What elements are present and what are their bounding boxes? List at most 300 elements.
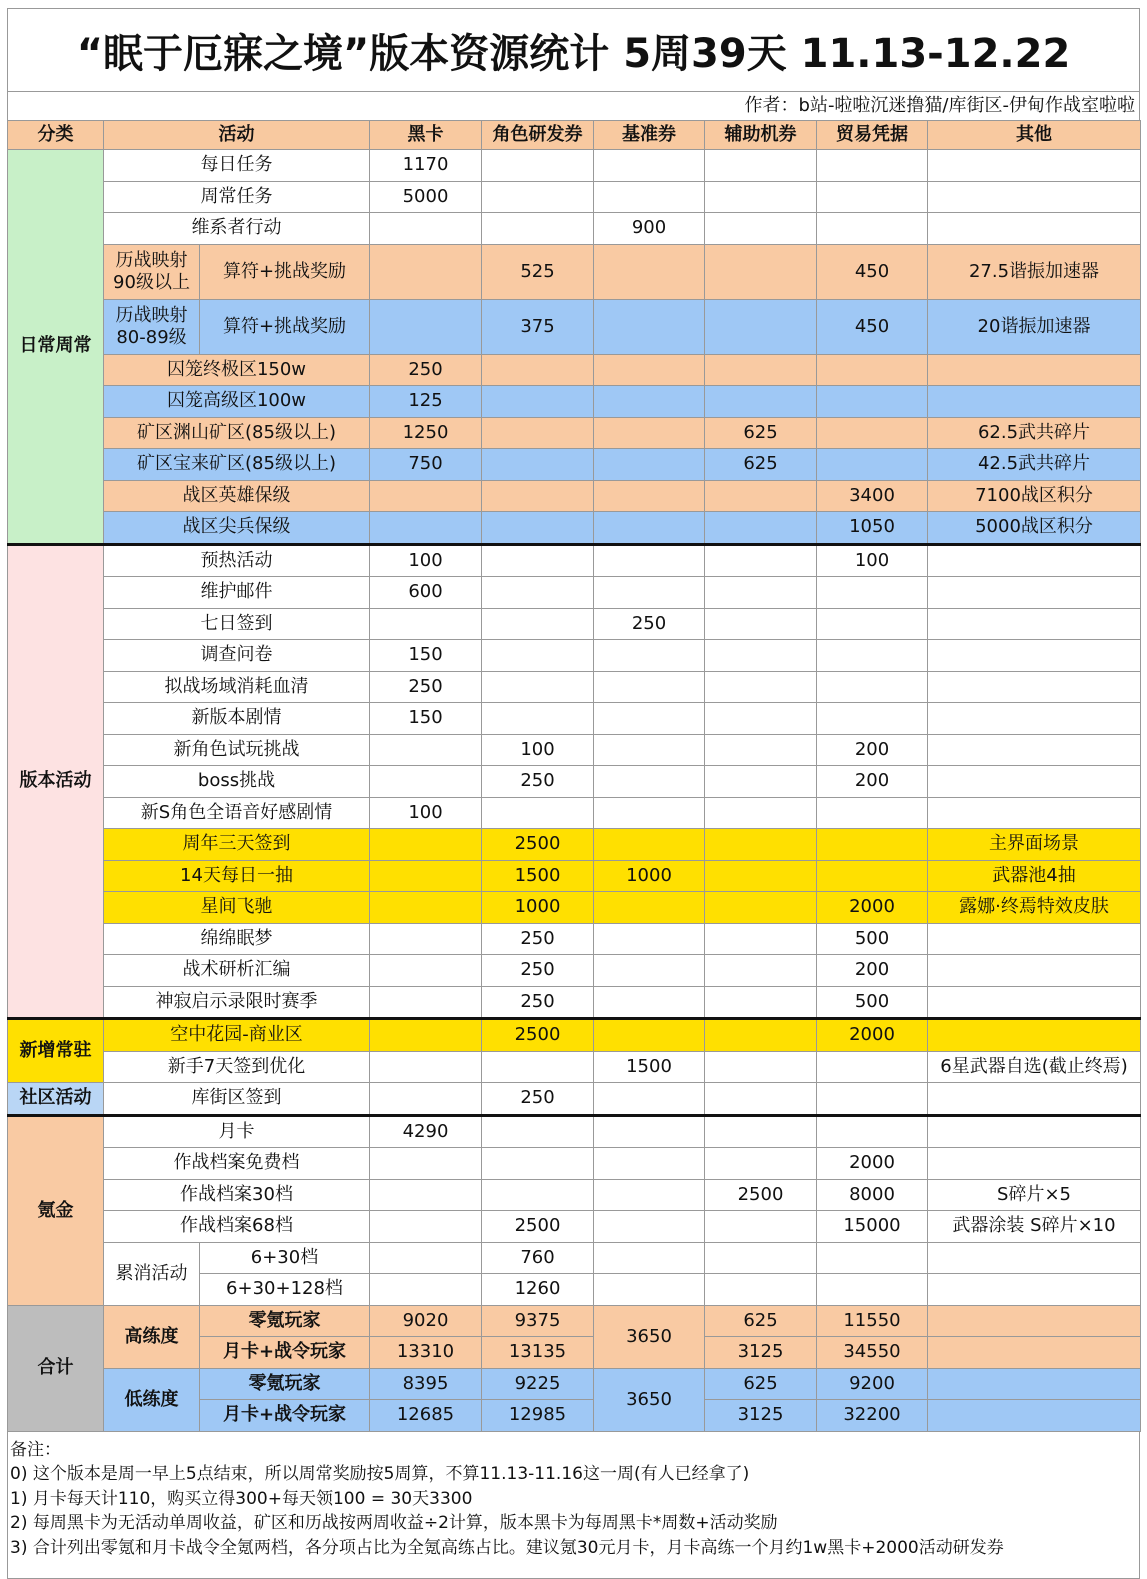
- table-row: [8, 1305, 1141, 1337]
- cell: 12685: [370, 1400, 482, 1432]
- empty-cell: [482, 386, 594, 418]
- empty-cell: [370, 860, 482, 892]
- empty-cell: [370, 1242, 482, 1274]
- empty-cell: [705, 354, 817, 386]
- empty-cell: [370, 608, 482, 640]
- total-high: 高练度: [104, 1305, 200, 1368]
- empty-cell: [594, 386, 705, 418]
- empty-cell: [482, 1179, 594, 1211]
- empty-cell: [705, 512, 817, 545]
- empty-cell: [928, 1115, 1141, 1148]
- total-f2p: 零氪玩家: [200, 1368, 370, 1400]
- empty-cell: [594, 1115, 705, 1148]
- activity-name: 每日任务: [104, 150, 370, 182]
- empty-cell: [705, 544, 817, 577]
- empty-cell: [482, 544, 594, 577]
- empty-cell: [594, 986, 705, 1019]
- cell: 42.5武共碎片: [928, 449, 1141, 481]
- empty-cell: [928, 150, 1141, 182]
- empty-cell: [928, 1242, 1141, 1274]
- empty-cell: [705, 608, 817, 640]
- cell: 7100战区积分: [928, 480, 1141, 512]
- table-row: [8, 923, 1141, 955]
- empty-cell: [928, 213, 1141, 245]
- cell: 250: [482, 1083, 594, 1116]
- total-card: 月卡+战令玩家: [200, 1337, 370, 1369]
- empty-cell: [928, 703, 1141, 735]
- resource-sheet: [7, 8, 1140, 1579]
- empty-cell: [594, 577, 705, 609]
- empty-cell: [482, 640, 594, 672]
- empty-cell: [705, 829, 817, 861]
- cell: 2500: [482, 1211, 594, 1243]
- table-row: [8, 480, 1141, 512]
- cell: 15000: [817, 1211, 928, 1243]
- empty-cell: [928, 1337, 1141, 1369]
- empty-cell: [817, 386, 928, 418]
- activity-name: 新角色试玩挑战: [104, 734, 370, 766]
- table-row: [8, 1148, 1141, 1180]
- cell: 375: [482, 299, 594, 354]
- cell: 主界面场景: [928, 829, 1141, 861]
- empty-cell: [817, 1051, 928, 1083]
- empty-cell: [482, 608, 594, 640]
- empty-cell: [370, 213, 482, 245]
- cell: 32200: [817, 1400, 928, 1432]
- total-low: 低练度: [104, 1368, 200, 1431]
- empty-cell: [370, 734, 482, 766]
- cell: 3400: [817, 480, 928, 512]
- activity-name: 周常任务: [104, 181, 370, 213]
- empty-cell: [594, 892, 705, 924]
- activity-name: 周年三天签到: [104, 829, 370, 861]
- cell: S碎片×5: [928, 1179, 1141, 1211]
- activity-subname: 算符+挑战奖励: [200, 299, 370, 354]
- cell: 500: [817, 923, 928, 955]
- empty-cell: [370, 1083, 482, 1116]
- cell: 525: [482, 244, 594, 299]
- empty-cell: [594, 181, 705, 213]
- activity-name: 作战档案免费档: [104, 1148, 370, 1180]
- activity-name: 作战档案30档: [104, 1179, 370, 1211]
- cell: 13310: [370, 1337, 482, 1369]
- cell: 1170: [370, 150, 482, 182]
- empty-cell: [928, 955, 1141, 987]
- empty-cell: [370, 766, 482, 798]
- empty-cell: [594, 671, 705, 703]
- empty-cell: [928, 1083, 1141, 1116]
- cell: 625: [705, 417, 817, 449]
- cell: 1050: [817, 512, 928, 545]
- empty-cell: [370, 892, 482, 924]
- empty-cell: [705, 150, 817, 182]
- cell: 27.5谐振加速器: [928, 244, 1141, 299]
- cell: 3650: [594, 1305, 705, 1368]
- empty-cell: [370, 1211, 482, 1243]
- empty-cell: [482, 354, 594, 386]
- activity-name: 调查问卷: [104, 640, 370, 672]
- empty-cell: [370, 1179, 482, 1211]
- cell: 100: [370, 544, 482, 577]
- cell: 9225: [482, 1368, 594, 1400]
- empty-cell: [705, 1242, 817, 1274]
- header-row: [8, 121, 1141, 150]
- empty-cell: [370, 1148, 482, 1180]
- empty-cell: [928, 671, 1141, 703]
- table-row: [8, 829, 1141, 861]
- note-line: 2) 每周黑卡为无活动单周收益，矿区和历战按两周收益÷2计算，版本黑卡为每周黑卡*周数+活动奖励: [10, 1513, 778, 1533]
- cell: 200: [817, 766, 928, 798]
- empty-cell: [705, 1051, 817, 1083]
- empty-cell: [594, 1242, 705, 1274]
- activity-subname: 算符+挑战奖励: [200, 244, 370, 299]
- empty-cell: [594, 829, 705, 861]
- activity-name: boss挑战: [104, 766, 370, 798]
- empty-cell: [594, 480, 705, 512]
- empty-cell: [928, 640, 1141, 672]
- empty-cell: [705, 213, 817, 245]
- empty-cell: [928, 354, 1141, 386]
- empty-cell: [928, 608, 1141, 640]
- empty-cell: [482, 703, 594, 735]
- cell: 750: [370, 449, 482, 481]
- cell: 3650: [594, 1368, 705, 1431]
- empty-cell: [705, 386, 817, 418]
- empty-cell: [370, 923, 482, 955]
- header-category: 分类: [8, 121, 104, 150]
- cell: 1000: [594, 860, 705, 892]
- cell: 250: [482, 766, 594, 798]
- empty-cell: [928, 577, 1141, 609]
- cell: 3125: [705, 1337, 817, 1369]
- table-row: [8, 1211, 1141, 1243]
- empty-cell: [482, 417, 594, 449]
- cell: 露娜·终焉特效皮肤: [928, 892, 1141, 924]
- empty-cell: [594, 1179, 705, 1211]
- empty-cell: [594, 354, 705, 386]
- cell: 200: [817, 734, 928, 766]
- empty-cell: [705, 986, 817, 1019]
- empty-cell: [817, 1242, 928, 1274]
- activity-name: 新版本剧情: [104, 703, 370, 735]
- cell: 100: [370, 797, 482, 829]
- cell: 2500: [482, 829, 594, 861]
- activity-subname: 6+30+128档: [200, 1274, 370, 1306]
- cell: 6星武器自选(截止终焉): [928, 1051, 1141, 1083]
- empty-cell: [482, 1148, 594, 1180]
- cell: 250: [482, 986, 594, 1019]
- table-row: [8, 1115, 1141, 1148]
- empty-cell: [928, 797, 1141, 829]
- table-row: [8, 892, 1141, 924]
- empty-cell: [817, 577, 928, 609]
- empty-cell: [928, 181, 1141, 213]
- header-other: 其他: [928, 121, 1141, 150]
- table-row: [8, 860, 1141, 892]
- activity-name: 拟战场域消耗血清: [104, 671, 370, 703]
- empty-cell: [594, 244, 705, 299]
- cell: 1500: [594, 1051, 705, 1083]
- empty-cell: [482, 480, 594, 512]
- cell: 500: [817, 986, 928, 1019]
- empty-cell: [594, 703, 705, 735]
- cell: 100: [482, 734, 594, 766]
- empty-cell: [817, 417, 928, 449]
- empty-cell: [594, 299, 705, 354]
- activity-name: 累消活动: [104, 1242, 200, 1305]
- cell: 250: [482, 955, 594, 987]
- activity-name: 新S角色全语音好感剧情: [104, 797, 370, 829]
- author-line: 作者：b站-啦啦沉迷撸猫/库街区-伊甸作战室啦啦: [7, 91, 1140, 120]
- cell: 12985: [482, 1400, 594, 1432]
- cell: 11550: [817, 1305, 928, 1337]
- empty-cell: [705, 640, 817, 672]
- table-row: [8, 577, 1141, 609]
- cell: 34550: [817, 1337, 928, 1369]
- activity-name: 战术研析汇编: [104, 955, 370, 987]
- empty-cell: [928, 923, 1141, 955]
- empty-cell: [370, 986, 482, 1019]
- empty-cell: [705, 1211, 817, 1243]
- empty-cell: [482, 512, 594, 545]
- empty-cell: [594, 417, 705, 449]
- cell: 武器涂装 S碎片×10: [928, 1211, 1141, 1243]
- empty-cell: [928, 544, 1141, 577]
- cell: 450: [817, 244, 928, 299]
- sheet-title: “眠于厄寐之境”版本资源统计 5周39天 11.13-12.22: [7, 8, 1140, 91]
- table-row: [8, 299, 1141, 354]
- empty-cell: [705, 860, 817, 892]
- table-row: [8, 449, 1141, 481]
- activity-name: 绵绵眠梦: [104, 923, 370, 955]
- empty-cell: [705, 577, 817, 609]
- note-line: 备注：: [10, 1439, 61, 1460]
- empty-cell: [705, 1274, 817, 1306]
- activity-name: 预热活动: [104, 544, 370, 577]
- header-activity: 活动: [104, 121, 370, 150]
- empty-cell: [370, 512, 482, 545]
- activity-name: 囚笼高级区100w: [104, 386, 370, 418]
- activity-name: 战区尖兵保级: [104, 512, 370, 545]
- empty-cell: [928, 1305, 1141, 1337]
- total-card: 月卡+战令玩家: [200, 1400, 370, 1432]
- cell: 2500: [705, 1179, 817, 1211]
- empty-cell: [370, 1051, 482, 1083]
- empty-cell: [817, 671, 928, 703]
- empty-cell: [370, 480, 482, 512]
- category-paid: 氪金: [8, 1115, 104, 1305]
- empty-cell: [594, 449, 705, 481]
- empty-cell: [594, 512, 705, 545]
- activity-name: 新手7天签到优化: [104, 1051, 370, 1083]
- note-line: 3) 合计列出零氪和月卡战令全氪两档，各分项占比为全氪高练占比。建议氪30元月卡，月卡高练一个月约1w黑卡+2000活动研发券: [10, 1537, 1004, 1558]
- cell: 600: [370, 577, 482, 609]
- empty-cell: [928, 734, 1141, 766]
- empty-cell: [370, 244, 482, 299]
- empty-cell: [705, 703, 817, 735]
- empty-cell: [817, 703, 928, 735]
- empty-cell: [594, 544, 705, 577]
- cell: 2000: [817, 892, 928, 924]
- notes: [7, 1432, 1140, 1579]
- cell: 5000: [370, 181, 482, 213]
- cell: 1260: [482, 1274, 594, 1306]
- empty-cell: [928, 386, 1141, 418]
- cell: 5000战区积分: [928, 512, 1141, 545]
- cell: 1500: [482, 860, 594, 892]
- table-row: [8, 213, 1141, 245]
- cell: 150: [370, 703, 482, 735]
- activity-name: 维系者行动: [104, 213, 370, 245]
- category-daily: 日常周常: [8, 150, 104, 545]
- empty-cell: [370, 955, 482, 987]
- category-community: 社区活动: [8, 1083, 104, 1116]
- table-row: [8, 671, 1141, 703]
- empty-cell: [370, 1019, 482, 1052]
- activity-name: 星间飞驰: [104, 892, 370, 924]
- empty-cell: [594, 1019, 705, 1052]
- table-row: [8, 608, 1141, 640]
- empty-cell: [705, 480, 817, 512]
- empty-cell: [817, 449, 928, 481]
- cell: 450: [817, 299, 928, 354]
- cell: 9375: [482, 1305, 594, 1337]
- cell: 9200: [817, 1368, 928, 1400]
- table-row: [8, 766, 1141, 798]
- header-char-ticket: 角色研发券: [482, 121, 594, 150]
- activity-name: 月卡: [104, 1115, 370, 1148]
- table-row: [8, 544, 1141, 577]
- empty-cell: [817, 640, 928, 672]
- empty-cell: [705, 955, 817, 987]
- empty-cell: [817, 1274, 928, 1306]
- empty-cell: [594, 766, 705, 798]
- table-row: [8, 354, 1141, 386]
- cell: 2000: [817, 1148, 928, 1180]
- empty-cell: [705, 299, 817, 354]
- activity-subname: 6+30档: [200, 1242, 370, 1274]
- empty-cell: [594, 1083, 705, 1116]
- empty-cell: [370, 1274, 482, 1306]
- empty-cell: [928, 1368, 1141, 1400]
- cell: 625: [705, 449, 817, 481]
- empty-cell: [482, 449, 594, 481]
- cell: 1250: [370, 417, 482, 449]
- cell: 13135: [482, 1337, 594, 1369]
- empty-cell: [594, 1274, 705, 1306]
- empty-cell: [817, 150, 928, 182]
- empty-cell: [482, 150, 594, 182]
- header-black-card: 黑卡: [370, 121, 482, 150]
- empty-cell: [928, 986, 1141, 1019]
- empty-cell: [817, 860, 928, 892]
- cell: 100: [817, 544, 928, 577]
- activity-name: 库街区签到: [104, 1083, 370, 1116]
- table-row: [8, 244, 1141, 299]
- table-row: [8, 150, 1141, 182]
- empty-cell: [928, 1274, 1141, 1306]
- empty-cell: [482, 181, 594, 213]
- header-support-ticket: 辅助机券: [705, 121, 817, 150]
- table-row: [8, 417, 1141, 449]
- cell: 3125: [705, 1400, 817, 1432]
- category-total: 合计: [8, 1305, 104, 1431]
- activity-name: 囚笼终极区150w: [104, 354, 370, 386]
- table-row: [8, 1179, 1141, 1211]
- empty-cell: [705, 671, 817, 703]
- empty-cell: [482, 797, 594, 829]
- activity-name: 历战映射 80-89级: [104, 299, 200, 354]
- empty-cell: [482, 671, 594, 703]
- table-row: [8, 640, 1141, 672]
- empty-cell: [482, 213, 594, 245]
- table-row: [8, 955, 1141, 987]
- category-permanent: 新增常驻: [8, 1019, 104, 1083]
- table-row: [8, 386, 1141, 418]
- cell: 9020: [370, 1305, 482, 1337]
- empty-cell: [817, 829, 928, 861]
- empty-cell: [817, 181, 928, 213]
- table-row: [8, 797, 1141, 829]
- activity-name: 作战档案68档: [104, 1211, 370, 1243]
- resource-table: [7, 120, 1141, 1432]
- empty-cell: [928, 766, 1141, 798]
- table-row: [8, 1368, 1141, 1400]
- empty-cell: [705, 892, 817, 924]
- cell: 8000: [817, 1179, 928, 1211]
- empty-cell: [705, 1148, 817, 1180]
- table-row: [8, 1083, 1141, 1116]
- cell: 625: [705, 1305, 817, 1337]
- empty-cell: [817, 608, 928, 640]
- cell: 4290: [370, 1115, 482, 1148]
- cell: 250: [482, 923, 594, 955]
- table-row: [8, 181, 1141, 213]
- table-row: [8, 734, 1141, 766]
- table-row: [8, 1019, 1141, 1052]
- empty-cell: [705, 244, 817, 299]
- empty-cell: [594, 1211, 705, 1243]
- empty-cell: [705, 181, 817, 213]
- activity-name: 神寂启示录限时赛季: [104, 986, 370, 1019]
- header-trade: 贸易凭据: [817, 121, 928, 150]
- empty-cell: [817, 213, 928, 245]
- empty-cell: [817, 1083, 928, 1116]
- table-row: [8, 1242, 1141, 1274]
- table-row: [8, 512, 1141, 545]
- empty-cell: [817, 354, 928, 386]
- empty-cell: [370, 829, 482, 861]
- cell: 900: [594, 213, 705, 245]
- empty-cell: [705, 1083, 817, 1116]
- cell: 2500: [482, 1019, 594, 1052]
- table-row: [8, 703, 1141, 735]
- cell: 20谐振加速器: [928, 299, 1141, 354]
- activity-name: 历战映射 90级以上: [104, 244, 200, 299]
- note-line: 0) 这个版本是周一早上5点结束，所以周常奖励按5周算，不算11.13-11.16这一周(有人已经拿了): [10, 1464, 750, 1484]
- empty-cell: [705, 1019, 817, 1052]
- empty-cell: [928, 1148, 1141, 1180]
- activity-name: 14天每日一抽: [104, 860, 370, 892]
- note-line: 1) 月卡每天计110，购买立得300+每天领100 = 30天3300: [10, 1488, 473, 1509]
- cell: 760: [482, 1242, 594, 1274]
- cell: 625: [705, 1368, 817, 1400]
- table-row: [8, 1051, 1141, 1083]
- activity-name: 维护邮件: [104, 577, 370, 609]
- activity-name: 战区英雄保级: [104, 480, 370, 512]
- header-base-ticket: 基准券: [594, 121, 705, 150]
- empty-cell: [594, 955, 705, 987]
